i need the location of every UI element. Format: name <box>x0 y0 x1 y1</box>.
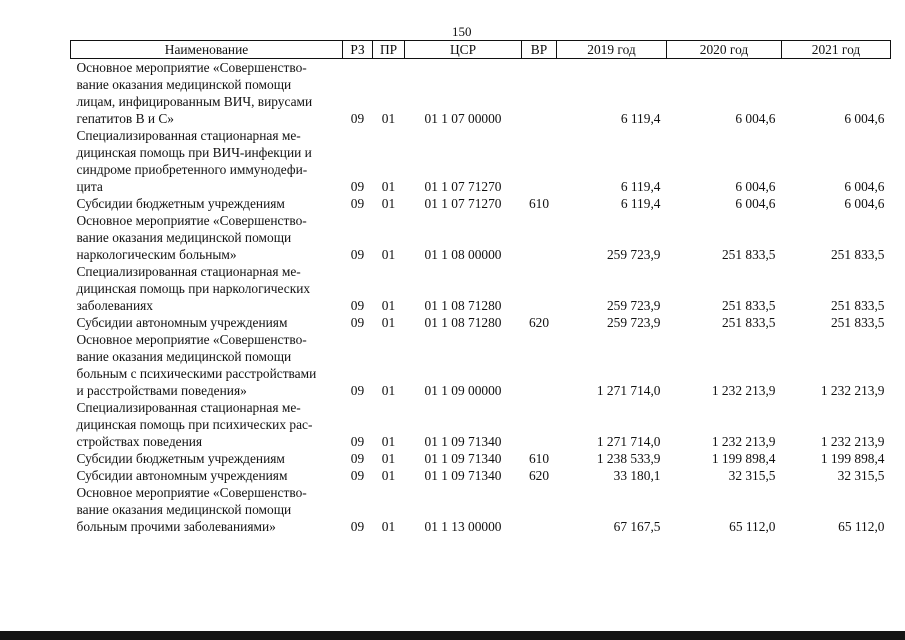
cell-name: Основное мероприятие «Совершенство- вание оказания медицинской помощи лицам, инфицированным ВИЧ, вирусами гепатитов В и С» <box>76 60 313 126</box>
cell-rz: 09 <box>350 298 365 313</box>
cell-name: Субсидии автономным учреждениям <box>76 468 288 483</box>
cell-y2021: 251 833,5 <box>830 298 885 313</box>
cell-name: Субсидии бюджетным учреждениям <box>76 196 285 211</box>
cell-y2019: 259 723,9 <box>606 298 661 313</box>
cell-pr: 01 <box>381 196 396 211</box>
header-2019: 2019 год <box>557 41 667 59</box>
cell-y2019: 6 119,4 <box>620 111 661 126</box>
table-row <box>71 127 891 195</box>
table-row <box>71 59 891 128</box>
header-pr: ПР <box>373 41 405 59</box>
cell-name: Основное мероприятие «Совершенство- вание оказания медицинской помощи больным с психическими расстройствами и расстройствами поведения» <box>76 332 317 398</box>
cell-rz: 09 <box>350 468 365 483</box>
cell-y2021: 1 232 213,9 <box>820 383 885 398</box>
cell-y2020: 1 232 213,9 <box>711 383 776 398</box>
cell-y2020: 1 199 898,4 <box>711 451 776 466</box>
cell-rz: 09 <box>350 196 365 211</box>
cell-vr: 610 <box>528 196 550 211</box>
cell-csr: 01 1 09 71340 <box>424 451 502 466</box>
cell-pr: 01 <box>381 434 396 449</box>
table-row <box>71 263 891 314</box>
cell-csr: 01 1 07 71270 <box>424 179 502 194</box>
cell-pr: 01 <box>381 451 396 466</box>
cell-y2019: 259 723,9 <box>606 315 661 330</box>
cell-csr: 01 1 08 71280 <box>424 298 502 313</box>
cell-y2020: 251 833,5 <box>721 315 776 330</box>
cell-name: Основное мероприятие «Совершенство- вание оказания медицинской помощи наркологическим больным» <box>76 213 307 262</box>
cell-y2019: 1 271 714,0 <box>596 434 661 449</box>
header-rz: РЗ <box>343 41 373 59</box>
cell-pr: 01 <box>381 111 396 126</box>
cell-y2021: 65 112,0 <box>838 519 885 534</box>
table-row <box>71 212 891 263</box>
cell-vr <box>522 59 557 128</box>
cell-name: Специализированная стационарная ме- дицинская помощь при ВИЧ-инфекции и синдроме приобретенного иммунодефи- цита <box>76 128 312 194</box>
cell-name: Специализированная стационарная ме- дицинская помощь при наркологических заболеваниях <box>76 264 311 313</box>
cell-csr: 01 1 09 00000 <box>424 383 502 398</box>
cell-vr <box>522 263 557 314</box>
cell-vr <box>522 127 557 195</box>
cell-vr: 620 <box>528 468 550 483</box>
cell-y2020: 251 833,5 <box>721 247 776 262</box>
cell-csr: 01 1 08 00000 <box>424 247 502 262</box>
cell-y2019: 6 119,4 <box>620 196 661 211</box>
header-2020: 2020 год <box>667 41 782 59</box>
cell-pr: 01 <box>381 519 396 534</box>
bottom-scan-edge <box>0 631 905 640</box>
cell-csr: 01 1 09 71340 <box>424 434 502 449</box>
cell-rz: 09 <box>350 315 365 330</box>
cell-pr: 01 <box>381 468 396 483</box>
cell-pr: 01 <box>381 179 396 194</box>
cell-y2021: 6 004,6 <box>844 179 885 194</box>
cell-y2019: 33 180,1 <box>613 468 661 483</box>
cell-vr <box>522 331 557 399</box>
cell-rz: 09 <box>350 383 365 398</box>
cell-y2021: 1 232 213,9 <box>820 434 885 449</box>
cell-rz: 09 <box>350 519 365 534</box>
cell-y2021: 32 315,5 <box>837 468 885 483</box>
cell-pr: 01 <box>381 315 396 330</box>
cell-pr: 01 <box>381 383 396 398</box>
header-vr: ВР <box>522 41 557 59</box>
cell-y2021: 1 199 898,4 <box>820 451 885 466</box>
budget-table <box>70 40 891 535</box>
table-row <box>71 314 891 331</box>
table-row <box>71 467 891 484</box>
cell-csr: 01 1 09 71340 <box>424 468 502 483</box>
cell-vr <box>522 212 557 263</box>
cell-y2019: 259 723,9 <box>606 247 661 262</box>
cell-vr: 610 <box>528 451 550 466</box>
cell-y2019: 67 167,5 <box>613 519 661 534</box>
header-csr: ЦСР <box>405 41 522 59</box>
cell-pr: 01 <box>381 247 396 262</box>
page-number: 150 <box>452 24 472 39</box>
cell-y2020: 32 315,5 <box>728 468 776 483</box>
cell-rz: 09 <box>350 179 365 194</box>
table-header-row <box>71 41 891 59</box>
cell-rz: 09 <box>350 247 365 262</box>
cell-y2020: 6 004,6 <box>735 179 776 194</box>
cell-pr: 01 <box>381 298 396 313</box>
cell-csr: 01 1 08 71280 <box>424 315 502 330</box>
cell-rz: 09 <box>350 434 365 449</box>
cell-y2021: 6 004,6 <box>844 196 885 211</box>
cell-y2019: 1 238 533,9 <box>596 451 661 466</box>
cell-csr: 01 1 07 00000 <box>424 111 502 126</box>
cell-y2020: 1 232 213,9 <box>711 434 776 449</box>
table-row <box>71 399 891 450</box>
cell-csr: 01 1 07 71270 <box>424 196 502 211</box>
cell-name: Специализированная стационарная ме- дицинская помощь при психических рас- стройствах поведения <box>76 400 313 449</box>
table-row <box>71 195 891 212</box>
cell-vr <box>522 399 557 450</box>
cell-name: Субсидии автономным учреждениям <box>76 315 288 330</box>
cell-y2019: 6 119,4 <box>620 179 661 194</box>
table-row <box>71 331 891 399</box>
cell-y2021: 6 004,6 <box>844 111 885 126</box>
cell-rz: 09 <box>350 111 365 126</box>
cell-rz: 09 <box>350 451 365 466</box>
cell-y2021: 251 833,5 <box>830 247 885 262</box>
table-row <box>71 484 891 535</box>
cell-y2020: 65 112,0 <box>729 519 776 534</box>
cell-y2020: 6 004,6 <box>735 196 776 211</box>
header-name: Наименование <box>71 41 343 59</box>
header-2021: 2021 год <box>782 41 891 59</box>
cell-name: Субсидии бюджетным учреждениям <box>76 451 285 466</box>
cell-y2021: 251 833,5 <box>830 315 885 330</box>
cell-y2020: 6 004,6 <box>735 111 776 126</box>
cell-y2020: 251 833,5 <box>721 298 776 313</box>
table-row <box>71 450 891 467</box>
cell-vr: 620 <box>528 315 550 330</box>
cell-vr <box>522 484 557 535</box>
cell-csr: 01 1 13 00000 <box>424 519 502 534</box>
cell-name: Основное мероприятие «Совершенство- вание оказания медицинской помощи больным прочими заболеваниями» <box>76 485 307 534</box>
cell-y2019: 1 271 714,0 <box>596 383 661 398</box>
